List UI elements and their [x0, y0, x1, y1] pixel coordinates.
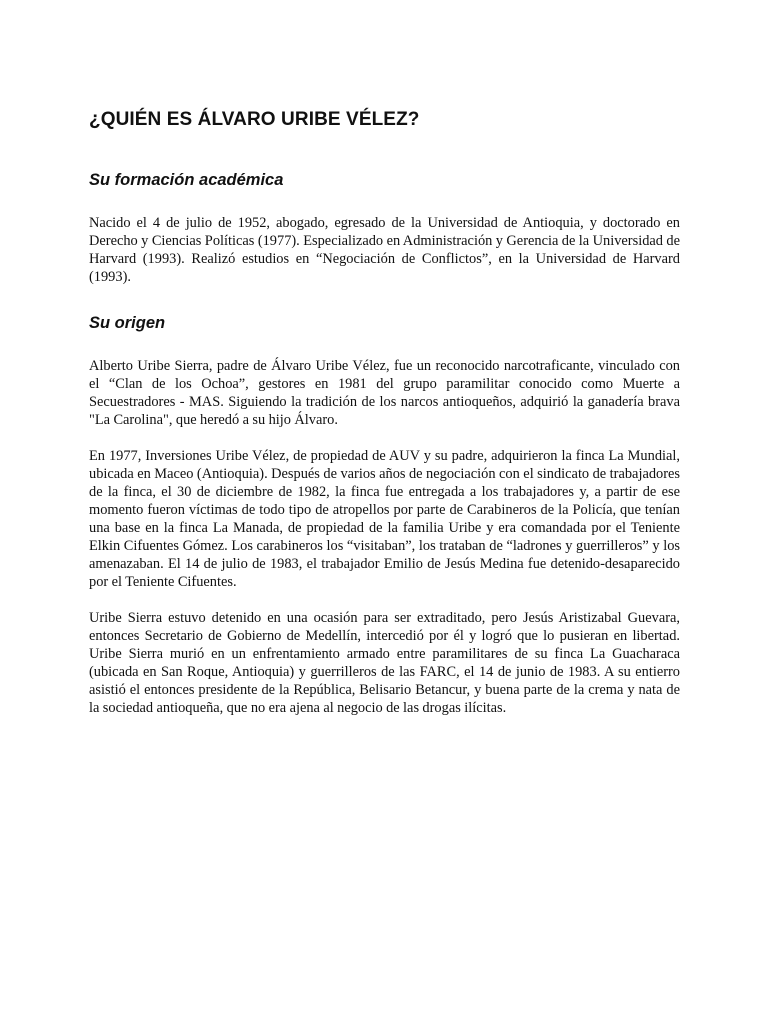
paragraph-origen-finca: En 1977, Inversiones Uribe Vélez, de propiedad de AUV y su padre, adquirieron la finca La Mundial, ubicada en Maceo (Antioquia). Después de varios años de negociación con el sindicato de trabajadores de la finca, el 30 de diciembre de 1982, la finca fue entregada a los trabajadores y, a partir de ese momento fueron víctimas de todo tipo de atropellos por parte de Carabineros de la Policía, que tenían una base en la finca La Manada, de propiedad de la familia Uribe y era comandada por el Teniente Elkin Cifuentes Gómez. Los carabineros los “visitaban”, los trataban de “ladrones y guerrilleros” y los amenazaban. El 14 de julio de 1983, el trabajador Emilio de Jesús Medina fue detenido-desaparecido por el Teniente Cifuentes. [89, 448, 680, 590]
paragraph-formacion: Nacido el 4 de julio de 1952, abogado, egresado de la Universidad de Antioquia, y doctorado en Derecho y Ciencias Políticas (1977). Especializado en Administración y Gerencia de la Universidad de Harvard (1993). Realizó estudios en “Negociación de Conflictos”, en la Universidad de Harvard (1993). [89, 215, 680, 285]
document-page [89, 108, 680, 717]
section-heading-formacion: Su formación académica [89, 171, 284, 189]
document-title: ¿QUIÉN ES ÁLVARO URIBE VÉLEZ? [89, 109, 420, 130]
section-origen [89, 313, 680, 717]
section-heading-origen: Su origen [89, 314, 166, 332]
paragraph-origen-padre: Alberto Uribe Sierra, padre de Álvaro Uribe Vélez, fue un reconocido narcotraficante, vinculado con el “Clan de los Ochoa”, gestores en 1981 del grupo paramilitar conocido como Muerte a Secuestradores - MAS. Siguiendo la tradición de los narcos antioqueños, adquirió la ganadería brava "La Carolina", que heredó a su hijo Álvaro. [89, 358, 680, 428]
section-formacion-academica [89, 170, 680, 286]
paragraph-origen-muerte: Uribe Sierra estuvo detenido en una ocasión para ser extraditado, pero Jesús Aristizabal Guevara, entonces Secretario de Gobierno de Medellín, intercedió por él y logró que lo pusieran en libertad. Uribe Sierra murió en un enfrentamiento armado entre paramilitares de su finca La Guacharaca (ubicada en San Roque, Antioquia) y guerrilleros de las FARC, el 14 de junio de 1983. A su entierro asistió el entonces presidente de la República, Belisario Betancur, y buena parte de la crema y nata de la sociedad antioqueña, que no era ajena al negocio de las drogas ilícitas. [89, 610, 680, 716]
